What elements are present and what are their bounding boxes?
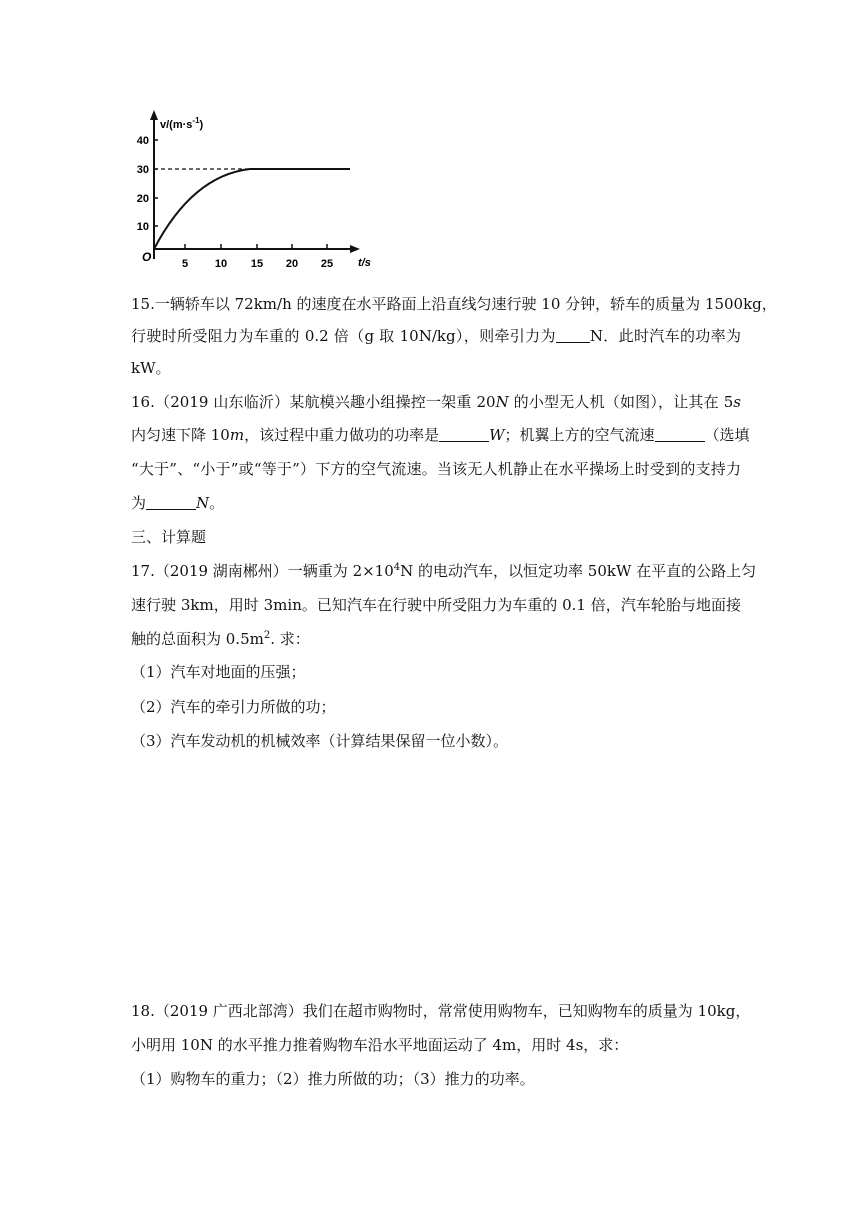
q16-line-1: 16.（2019 山东临沂）某航模兴趣小组操控一架重 20N 的小型无人机（如图），让其在 5s	[131, 393, 741, 411]
y-axis-arrow	[150, 110, 158, 120]
x-tick-label: 20	[285, 258, 299, 270]
answer-blank[interactable]	[146, 495, 196, 510]
q15-line-1: 15.一辆轿车以 72km/h 的速度在水平路面上沿直线匀速行驶 10 分钟，轿车的质量为 1500kg，	[131, 295, 777, 313]
y-tick-label: 40	[136, 135, 149, 147]
y-tick-label: 20	[136, 193, 149, 205]
answer-blank[interactable]	[439, 427, 489, 442]
x-tick-labels	[182, 258, 333, 270]
origin-label: O	[142, 250, 152, 264]
answer-blank[interactable]	[655, 427, 705, 442]
y-axis-label: $v/(m\cdot s^{-1})$	[160, 116, 204, 131]
q17-subquestion-2: （2）汽车的牵引力所做的功；	[131, 698, 336, 716]
y-tick-labels	[137, 135, 149, 233]
q17-line-3: 触的总面积为 $0.5m^2$. 求：	[131, 630, 310, 648]
q17-line-2: 速行驶 3km，用时 3min。已知汽车在行驶中所受阻力为车重的 0.1 倍，汽车轮胎与地面接	[131, 596, 741, 614]
q16-line-3: “大于”、“小于”或“等于”）下方的空气流速。当该无人机静止在水平操场上时受到的支持力	[131, 460, 741, 478]
x-axis-label: t/s	[358, 257, 371, 269]
q17-line-1: 17.（2019 湖南郴州）一辆重为 $2\times 10^4N$ 的电动汽车，以恒定功率 50kW 在平直的公路上匀	[131, 562, 757, 580]
x-axis-arrow	[350, 245, 360, 253]
q15-line-3: kW。	[131, 359, 171, 377]
section-heading: 三、计算题	[131, 528, 207, 546]
velocity-time-graph	[120, 104, 390, 274]
answer-blank[interactable]	[556, 328, 590, 343]
x-tick-label: 25	[320, 258, 334, 270]
q16-line-2: 内匀速下降 10m，该过程中重力做功的功率是 W；机翼上方的空气流速 （选填	[131, 426, 750, 444]
q15-line-2: 行驶时所受阻力为车重的 0.2 倍（g 取 10N/kg），则牵引力为 N．此时汽车的功率为	[131, 327, 741, 345]
x-tick-label: 10	[214, 258, 228, 270]
q18-line-1: 18.（2019 广西北部湾）我们在超市购物时，常常使用购物车，已知购物车的质量为 10kg，	[131, 1002, 751, 1020]
q18-line-2: 小明用 10N 的水平推力推着购物车沿水平地面运动了 4m，用时 4s，求：	[131, 1036, 629, 1054]
q17-subquestion-1: （1）汽车对地面的压强；	[131, 663, 306, 681]
y-tick-label: 30	[136, 164, 149, 176]
x-tick-label: 15	[250, 258, 264, 270]
x-tick-label: 5	[181, 258, 189, 270]
velocity-curve	[154, 169, 350, 249]
q16-line-4: 为 N。	[131, 494, 225, 512]
q17-subquestion-3: （3）汽车发动机的机械效率（计算结果保留一位小数）。	[131, 732, 509, 750]
q18-line-3: （1）购物车的重力；（2）推力所做的功；（3）推力的功率。	[131, 1070, 535, 1088]
y-tick-label: 10	[136, 221, 149, 233]
